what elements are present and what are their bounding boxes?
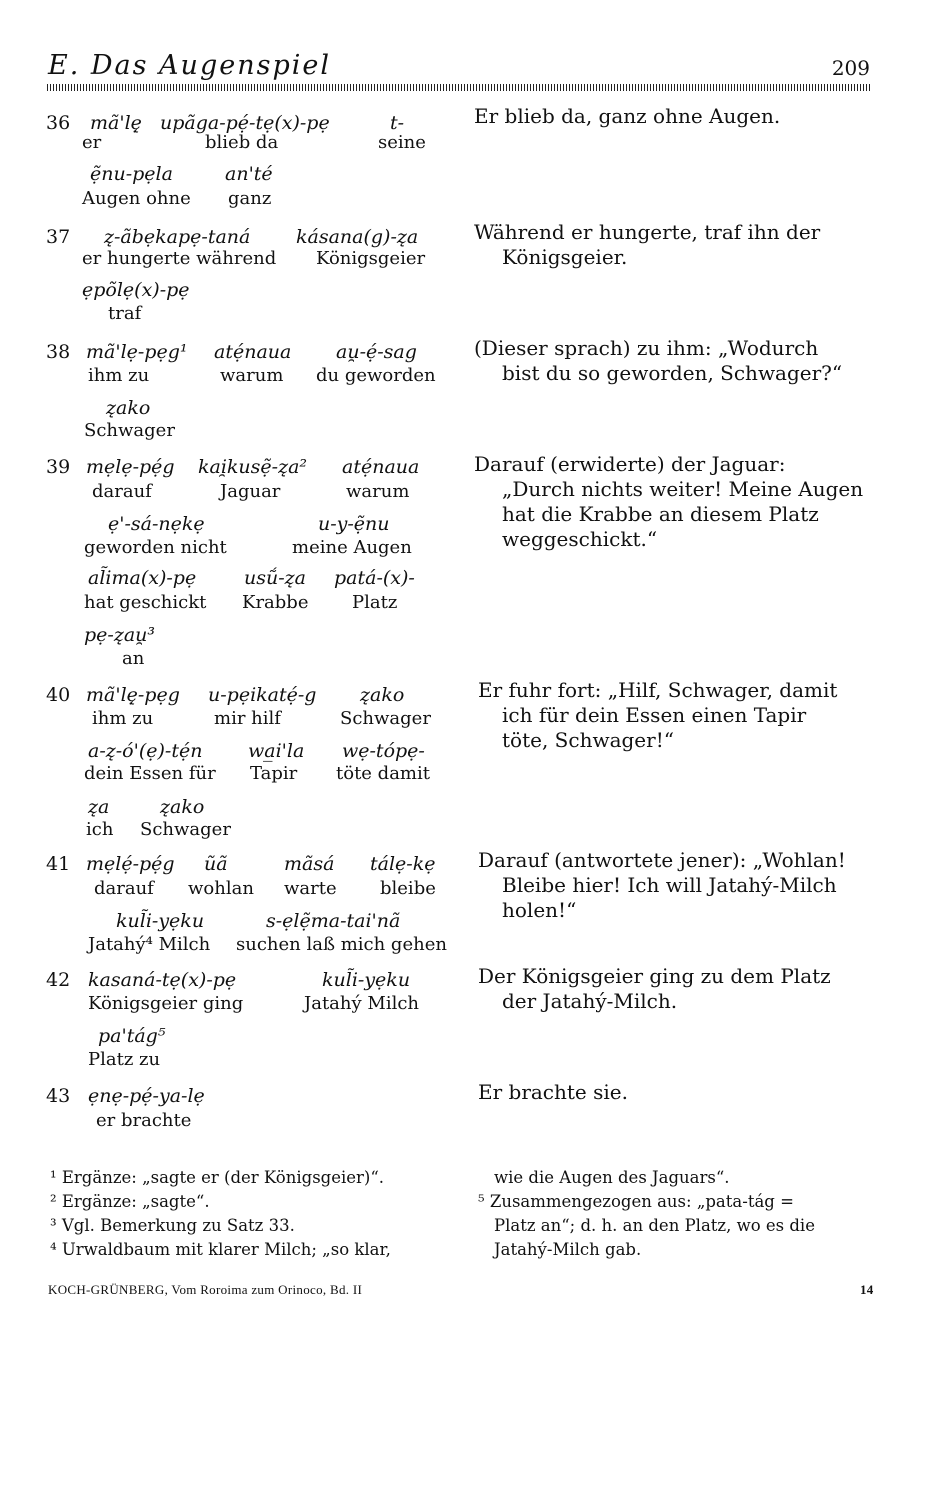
footnote: wie die Augen des Jaguars“. (494, 1168, 730, 1187)
gloss-word: Tapir (250, 763, 298, 784)
native-word: mẹlẹ́-pẹ́g (86, 853, 175, 875)
gloss-word: du geworden (316, 365, 436, 386)
gloss-word: Platz (352, 592, 398, 613)
gloss-word: töte damit (336, 763, 430, 784)
translation-line: Königsgeier. (502, 245, 628, 269)
translation-line: bist du so geworden, Schwager?“ (502, 361, 843, 385)
native-word: s-ẹlẹ̃ma-tai'nã (266, 910, 401, 932)
translation-line: (Dieser sprach) zu ihm: „Wodurch (474, 336, 819, 360)
sentence-number: 42 (46, 969, 71, 991)
sentence-number: 36 (46, 112, 71, 134)
footer-citation: KOCH-GRÜNBERG, Vom Roroima zum Orinoco, Bd. II (48, 1282, 363, 1297)
gloss-word: er (82, 132, 102, 153)
translation-line: Während er hungerte, traf ihn der (474, 220, 821, 244)
translation-line: Er brachte sie. (478, 1080, 628, 1104)
gloss-word: Königsgeier ging (88, 993, 244, 1014)
gloss-word: wohlan (188, 878, 254, 899)
native-word: z̨-ãbẹkapẹ-taná (104, 226, 251, 248)
gloss-word: darauf (92, 481, 152, 502)
native-word: patá-(x)- (334, 567, 415, 589)
native-word: z̨a (88, 796, 110, 818)
translation-line: „Durch nichts weiter! Meine Augen (502, 477, 864, 501)
native-word: ẹpõlẹ(x)-pẹ (82, 279, 190, 301)
native-word: kul̃i-yẹku (116, 910, 205, 932)
gloss-word: ihm zu (88, 365, 150, 386)
native-word: z̨ako (360, 684, 405, 706)
gloss-word: Schwager (340, 708, 431, 729)
sentence-number: 40 (46, 684, 71, 706)
gloss-word: warum (346, 481, 410, 502)
gloss-word: darauf (94, 878, 154, 899)
gloss-word: Augen ohne (82, 188, 191, 209)
native-word: ẹ'-sá-nẹkẹ (108, 513, 205, 535)
footnote: ⁴ Urwaldbaum mit klarer Milch; „so klar, (50, 1240, 391, 1259)
footnote: ² Ergänze: „sagte“. (50, 1192, 210, 1211)
gloss-word: ihm zu (92, 708, 154, 729)
native-word: u-pẹikatẹ́-g (208, 684, 317, 706)
native-word: a-z̨-ó'(ẹ)-tẹ́n (88, 740, 203, 762)
native-word: pa'tág⁵ (98, 1025, 166, 1047)
native-word: upãga-pẹ́-tẹ(x)-pẹ (160, 112, 330, 134)
footnote: Platz an“; d. h. an den Platz, wo es die (494, 1216, 815, 1235)
gloss-word: bleibe (380, 878, 436, 899)
native-word: au̯-ẹ́-sag (336, 341, 417, 363)
native-word: wẹ-tópẹ- (342, 740, 425, 762)
translation-line: hat die Krabbe an diesem Platz (502, 502, 819, 526)
translation-line: Darauf (antwortete jener): „Wohlan! (478, 848, 846, 872)
gloss-word: Jatahý Milch (304, 993, 420, 1014)
native-word: pẹ-z̨au̯³ (84, 624, 156, 646)
native-word: mẹlẹ-pẹ́g (86, 456, 175, 478)
gloss-word: warte (284, 878, 337, 899)
gloss-word: geworden nicht (84, 537, 227, 558)
gloss-word: traf (108, 303, 142, 324)
native-word: ẹ̃nu-pẹla (90, 163, 173, 185)
gloss-word: ich (86, 819, 114, 840)
translation-line: töte, Schwager!“ (502, 728, 674, 752)
native-word: mã'lę̣ (90, 112, 142, 134)
native-word: z̨ako (106, 397, 151, 419)
translation-line: Er blieb da, ganz ohne Augen. (474, 104, 781, 128)
native-word: ẹnẹ-pẹ́-ya-lẹ (88, 1085, 205, 1107)
native-word: kásana(g)-z̨a (296, 226, 419, 248)
translation-line: Der Königsgeier ging zu dem Platz (478, 964, 831, 988)
gloss-word: er hungerte während (82, 248, 277, 269)
translation-line: Darauf (erwiderte) der Jaguar: (474, 452, 786, 476)
gloss-word: Jatahý⁴ Milch (88, 934, 211, 955)
gloss-word: an (122, 648, 145, 669)
native-word: mã'lẹ-pẹg¹ (86, 341, 188, 363)
native-word: al̃ima(x)-pẹ (88, 567, 197, 589)
gloss-word: er brachte (96, 1110, 192, 1131)
native-word: atẹ́naua (214, 341, 292, 363)
native-word: mãsá (284, 853, 335, 875)
translation-line: weggeschickt.“ (502, 527, 658, 551)
footnote: ³ Vgl. Bemerkung zu Satz 33. (50, 1216, 295, 1235)
translation-line: Er fuhr fort: „Hilf, Schwager, damit (478, 678, 838, 702)
native-word: atẹ́naua (342, 456, 420, 478)
native-word: t- (390, 112, 405, 134)
translation-line: Bleibe hier! Ich will Jatahý-Milch (502, 873, 837, 897)
native-word: tálẹ-kẹ (370, 853, 436, 875)
gloss-word: Schwager (84, 420, 175, 441)
gloss-word: suchen laß mich gehen (236, 934, 447, 955)
native-word: usṹ-z̨a (244, 567, 306, 589)
gloss-word: hat geschickt (84, 592, 207, 613)
gloss-word: Jaguar (220, 481, 281, 502)
gloss-word: Platz zu (88, 1049, 161, 1070)
native-word: kasaná-tẹ(x)-pẹ (88, 969, 237, 991)
footnote: ⁵ Zusammengezogen aus: „pata-tág = (478, 1192, 794, 1211)
native-word: z̨ako (160, 796, 205, 818)
gloss-word: dein Essen für (84, 763, 216, 784)
sentence-number: 38 (46, 341, 71, 363)
gloss-word: mir hilf (214, 708, 281, 729)
sentence-number: 37 (46, 226, 71, 248)
translation-line: holen!“ (502, 898, 577, 922)
gloss-word: Krabbe (242, 592, 309, 613)
sentence-number: 41 (46, 853, 71, 875)
gloss-word: Königsgeier (316, 248, 426, 269)
footnote: ¹ Ergänze: „sagte er (der Königsgeier)“. (50, 1168, 385, 1187)
native-word: u-y-ẹ̃nu (318, 513, 390, 535)
sentence-number: 43 (46, 1085, 71, 1107)
native-word: kai̯kusẹ̃-z̨a² (198, 456, 308, 478)
gloss-word: seine (378, 132, 426, 153)
native-word: ũã (204, 853, 228, 875)
page-number: 209 (831, 56, 870, 80)
native-word: wa̲i'la (248, 740, 305, 762)
gloss-word: ganz (228, 188, 272, 209)
running-head: E. Das Augenspiel (48, 50, 331, 81)
gloss-word: meine Augen (292, 537, 412, 558)
footer-signature: 14 (860, 1282, 874, 1297)
gloss-word: warum (220, 365, 284, 386)
header-rule (47, 84, 871, 91)
native-word: an'té (225, 163, 273, 185)
native-word: mã'lę̣-pẹg (86, 684, 180, 706)
translation-line: der Jatahý-Milch. (502, 989, 678, 1013)
footnote: Jatahý-Milch gab. (494, 1240, 642, 1259)
sentence-number: 39 (46, 456, 71, 478)
translation-line: ich für dein Essen einen Tapir (502, 703, 807, 727)
gloss-word: blieb da (205, 132, 279, 153)
native-word: kul̃i-yẹku (322, 969, 411, 991)
gloss-word: Schwager (140, 819, 231, 840)
